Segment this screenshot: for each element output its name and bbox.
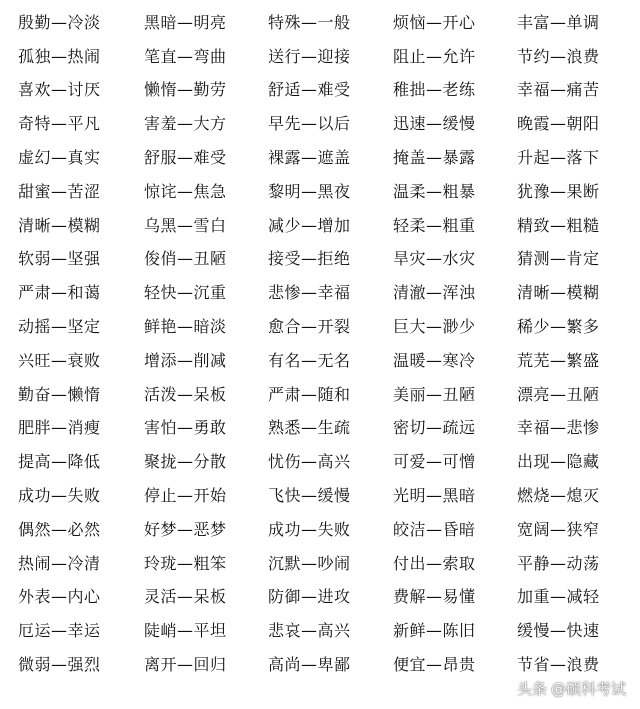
antonym-pair: 鲜艳—暗淡 [144,317,227,337]
antonym-pair: 出现—隐藏 [517,452,600,472]
antonym-pair: 笔直—弯曲 [144,46,227,66]
antonym-pair: 俊俏—丑陋 [144,249,227,269]
antonym-pair: 喜欢—讨厌 [18,80,101,100]
antonym-pair: 软弱—坚强 [18,249,101,269]
antonym-pair: 惊诧—焦急 [144,181,227,201]
antonym-pair: 热闹—冷清 [18,553,101,573]
antonym-pair: 稀少—繁多 [517,317,600,337]
antonym-pair: 有名—无名 [268,350,351,370]
antonym-pair: 懒惰—勤劳 [144,80,227,100]
antonym-pair: 沉默—吵闹 [268,553,351,573]
antonym-pair: 好梦—恶梦 [144,519,227,539]
antonym-pair: 送行—迎接 [268,46,351,66]
antonym-pair: 新鲜—陈旧 [393,621,476,641]
antonym-pair: 聚拢—分散 [144,452,227,472]
antonym-pair: 宽阔—狭窄 [517,519,600,539]
antonym-pair: 犹豫—果断 [517,181,600,201]
antonym-pair: 温柔—粗暴 [393,181,476,201]
antonym-pair: 轻柔—粗重 [393,215,476,235]
antonym-pair: 稚拙—老练 [393,80,476,100]
antonym-pair: 减少—增加 [268,215,351,235]
antonym-pair: 虚幻—真实 [18,148,101,168]
antonym-pair: 悲惨—幸福 [268,283,351,303]
antonym-pair: 成功—失败 [18,486,101,506]
antonym-pair: 成功—失败 [268,519,351,539]
antonym-pair: 晚霞—朝阳 [517,114,600,134]
antonym-pair: 停止—开始 [144,486,227,506]
antonym-pair: 加重—减轻 [517,587,600,607]
antonym-pair: 兴旺—衰败 [18,350,101,370]
antonym-pair: 熟悉—生疏 [268,418,351,438]
antonym-pair: 乌黑—雪白 [144,215,227,235]
antonym-pair: 裸露—遮盖 [268,148,351,168]
antonym-pair: 漂亮—丑陋 [517,384,600,404]
antonym-pair: 殷勤—冷淡 [18,12,101,32]
antonym-pair: 黎明—黑夜 [268,181,351,201]
antonym-pair: 幸福—悲惨 [517,418,600,438]
antonym-pair: 动摇—坚定 [18,317,101,337]
antonym-pair: 烦恼—开心 [393,12,476,32]
antonym-pair: 黑暗—明亮 [144,12,227,32]
antonym-pair: 甜蜜—苦涩 [18,181,101,201]
antonym-pair: 节约—浪费 [517,46,600,66]
antonym-pair: 巨大—渺少 [393,317,476,337]
antonym-pair: 迅速—缓慢 [393,114,476,134]
antonym-pair: 愈合—开裂 [268,317,351,337]
antonym-pair: 费解—易懂 [393,587,476,607]
antonym-pair: 增添—削减 [144,350,227,370]
antonym-pair: 燃烧—熄灭 [517,486,600,506]
antonym-pair: 清晰—模糊 [517,283,600,303]
antonym-pair: 节省—浪费 [517,655,600,675]
antonym-pair: 旱灾—水灾 [393,249,476,269]
antonym-pair: 平静—动荡 [517,553,600,573]
antonym-pair: 清澈—浑浊 [393,283,476,303]
antonym-pair: 便宜—昂贵 [393,655,476,675]
antonym-pair: 孤独—热闹 [18,46,101,66]
antonym-pair: 勤奋—懒惰 [18,384,101,404]
antonym-pair: 舒适—难受 [268,80,351,100]
antonym-pair: 付出—索取 [393,553,476,573]
antonym-pair: 奇特—平凡 [18,114,101,134]
antonym-pair: 缓慢—快速 [517,621,600,641]
antonym-pair: 光明—黑暗 [393,486,476,506]
antonym-pair: 温暖—寒冷 [393,350,476,370]
antonym-pair: 忧伤—高兴 [268,452,351,472]
antonym-pair: 肥胖—消瘦 [18,418,101,438]
antonym-pair: 灵活—呆板 [144,587,227,607]
antonym-pair: 陡峭—平坦 [144,621,227,641]
antonym-pair: 离开—回归 [144,655,227,675]
antonym-pair: 高尚—卑鄙 [268,655,351,675]
watermark [517,678,626,699]
antonym-pair: 猜测—肯定 [517,249,600,269]
antonym-pair: 升起—落下 [517,148,600,168]
antonym-pair: 飞快—缓慢 [268,486,351,506]
antonym-pair: 清晰—模糊 [18,215,101,235]
antonym-pair: 美丽—丑陋 [393,384,476,404]
antonym-pair: 舒服—难受 [144,148,227,168]
antonym-pair: 皎洁—昏暗 [393,519,476,539]
antonym-pair: 玲珑—粗笨 [144,553,227,573]
watermark-prefix: 头条 [516,680,547,698]
antonym-pair: 厄运—幸运 [18,621,101,641]
antonym-pair: 特殊—一般 [268,12,351,32]
antonym-pair: 提高—降低 [18,452,101,472]
antonym-pair: 阻止—允许 [393,46,476,66]
antonym-pair: 悲哀—高兴 [268,621,351,641]
antonym-pair: 荒芜—繁盛 [517,350,600,370]
antonym-pair: 防御—进攻 [268,587,351,607]
antonym-pair: 精致—粗糙 [517,215,600,235]
watermark-handle: @硕科考试 [550,680,626,698]
antonym-pair: 害怕—勇敢 [144,418,227,438]
antonym-pair: 活泼—呆板 [144,384,227,404]
antonym-pair: 幸福—痛苦 [517,80,600,100]
antonym-pair: 外表—内心 [18,587,101,607]
antonym-pair: 丰富—单调 [517,12,600,32]
antonym-pair: 掩盖—暴露 [393,148,476,168]
antonym-pair: 可爱—可憎 [393,452,476,472]
antonym-pair: 密切—疏远 [393,418,476,438]
antonym-table [18,6,628,682]
antonym-pair: 严肃—和蔼 [18,283,101,303]
antonym-pair: 接受—拒绝 [268,249,351,269]
antonym-pair: 轻快—沉重 [144,283,227,303]
antonym-pair: 偶然—必然 [18,519,101,539]
antonym-pair: 严肃—随和 [268,384,351,404]
antonym-pair: 早先—以后 [268,114,351,134]
antonym-pair: 微弱—强烈 [18,655,101,675]
antonym-pair: 害羞—大方 [144,114,227,134]
